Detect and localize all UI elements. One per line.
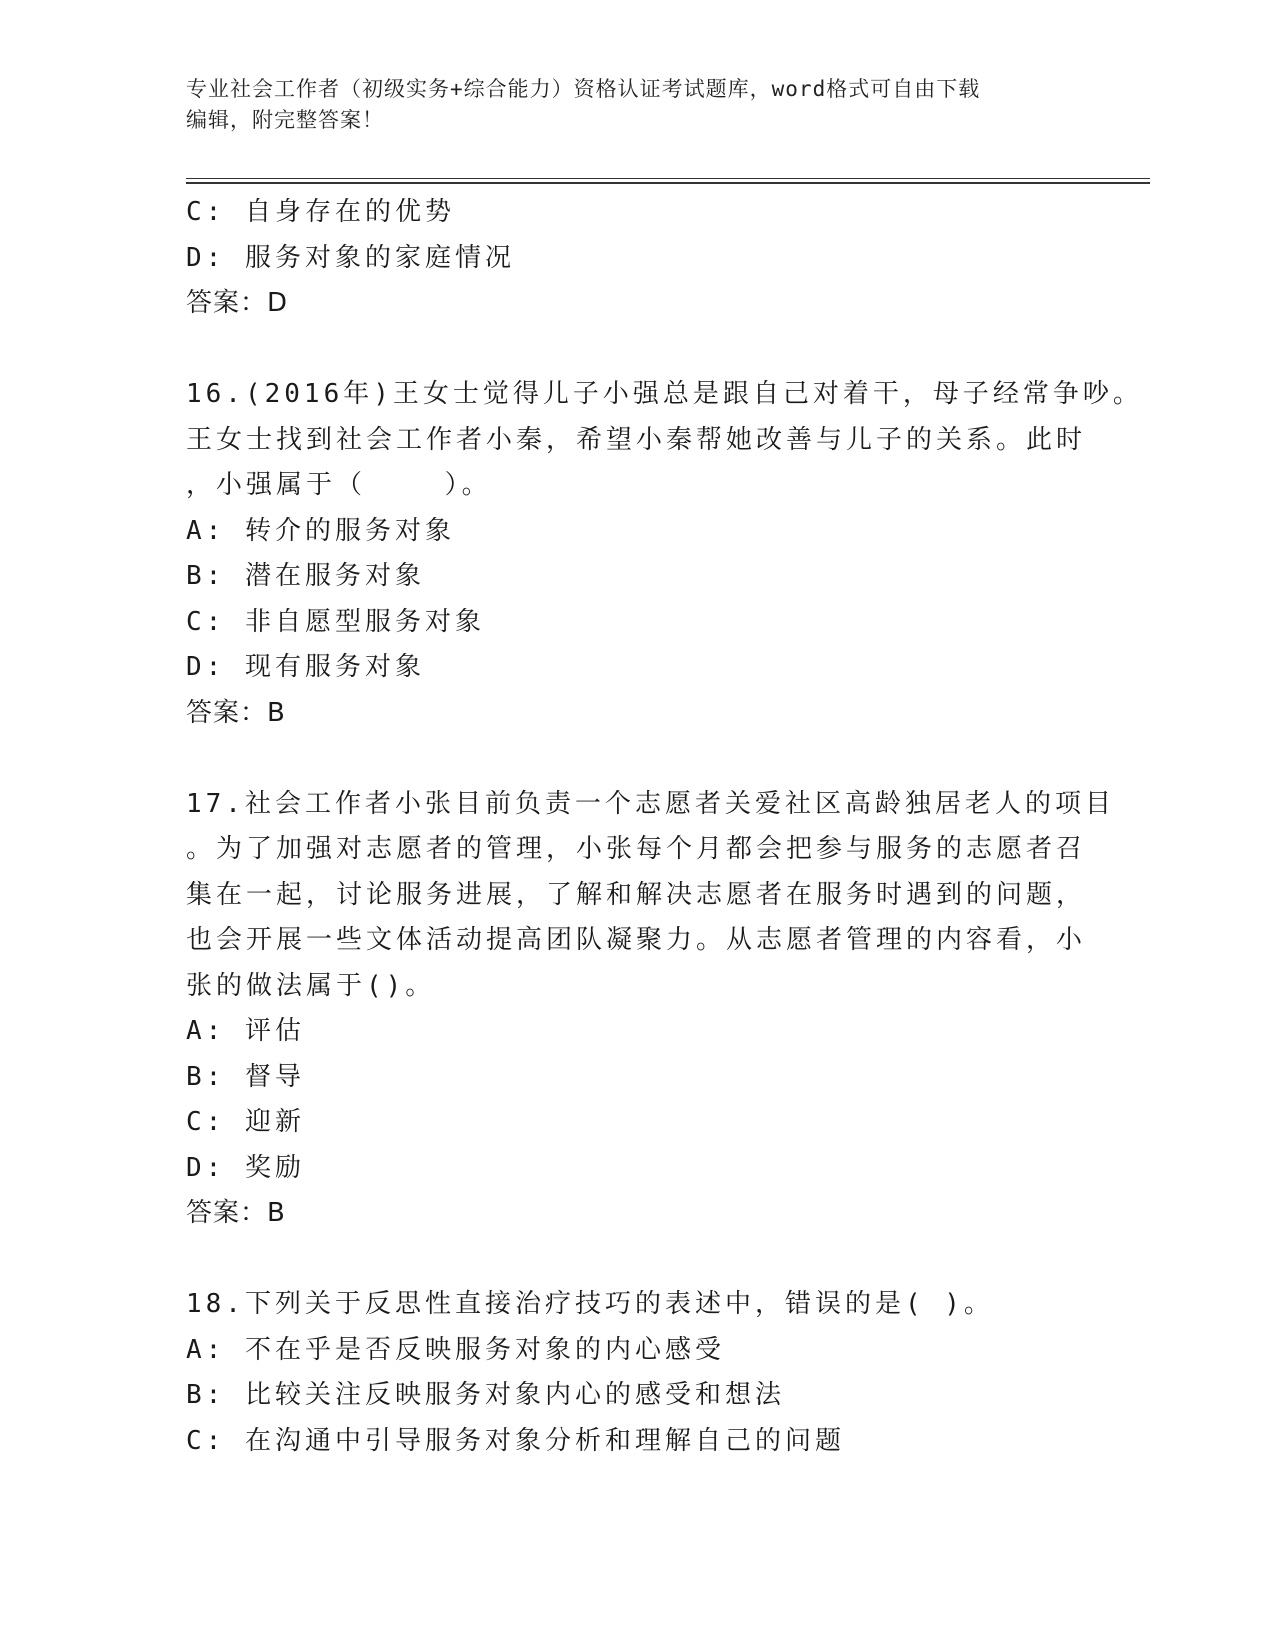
option-d: D: 服务对象的家庭情况 [186,242,515,273]
option-a: A: 不在乎是否反映服务对象的内心感受 [186,1334,725,1365]
option-c: C: 在沟通中引导服务对象分析和理解自己的问题 [186,1425,845,1456]
question-stem: 张的做法属于()。 [186,970,436,1001]
option-c: C: 迎新 [186,1107,305,1137]
option-b: B: 督导 [186,1061,305,1092]
question-stem: 18.下列关于反思性直接治疗技巧的表述中，错误的是( )。 [186,1289,994,1319]
answer: 答案：B [186,1198,286,1228]
option-a: A: 转介的服务对象 [186,515,455,546]
answer: 答案：B [186,697,286,728]
question-15-tail [186,190,1086,327]
question-stem: 。为了加强对志愿者的管理，小张每个月都会把参与服务的志愿者召 [186,834,1087,864]
question-stem: 王女士找到社会工作者小秦，希望小秦帮她改善与儿子的关系。此时 [186,424,1087,455]
answer: 答案：D [186,288,289,318]
question-stem: ，小强属于（ ）。 [186,470,492,500]
header-line-1: 专业社会工作者（初级实务+综合能力）资格认证考试题库，word格式可自由下载 [186,77,981,101]
option-d: D: 奖励 [186,1152,305,1183]
option-b: B: 比较关注反映服务对象内心的感受和想法 [186,1380,785,1410]
option-b: B: 潜在服务对象 [186,561,425,591]
option-c: C: 自身存在的优势 [186,197,455,227]
question-18 [186,1282,1086,1464]
header-line-2: 编辑，附完整答案！ [186,108,384,132]
spacer [186,1237,1086,1283]
option-d: D: 现有服务对象 [186,652,425,682]
question-stem: 17.社会工作者小张目前负责一个志愿者关爱社区高龄独居老人的项目 [186,788,1115,819]
question-stem: 也会开展一些文体活动提高团队凝聚力。从志愿者管理的内容看，小 [186,925,1087,955]
option-a: A: 评估 [186,1016,305,1046]
page-header [186,74,1086,136]
question-17 [186,782,1115,1237]
question-stem: 集在一起，讨论服务进展，了解和解决志愿者在服务时遇到的问题， [186,879,1087,910]
question-16 [186,372,1143,736]
option-c: C: 非自愿型服务对象 [186,606,485,637]
spacer [186,327,1086,373]
question-stem: 16.(2016年)王女士觉得儿子小强总是跟自己对着干，母子经常争吵。 [186,379,1143,409]
document-body [186,190,1143,1464]
header-divider [186,178,1150,184]
spacer [186,736,1086,782]
